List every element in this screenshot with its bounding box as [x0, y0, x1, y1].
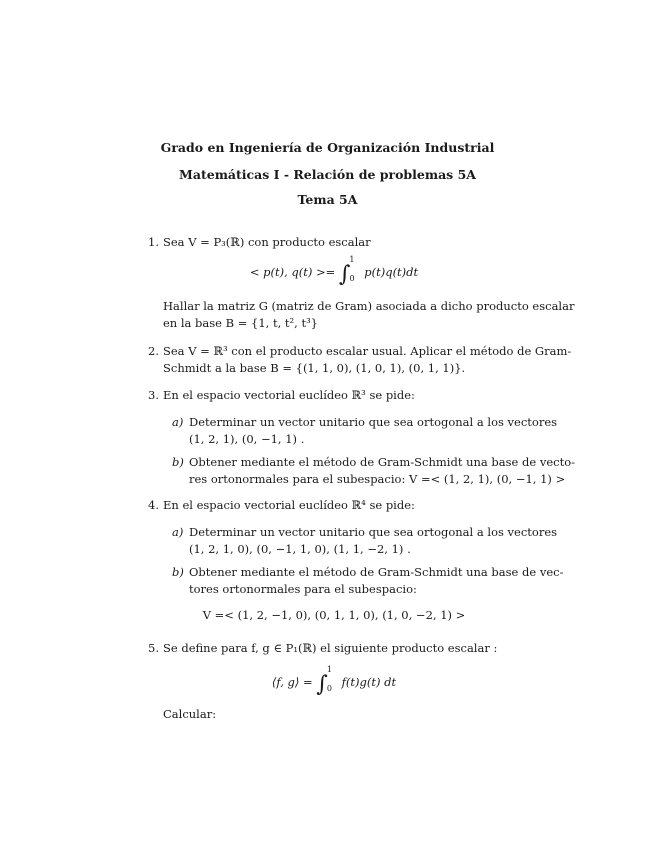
problem-5-intro: 5. Se define para f, g ∈ P₁(ℝ) el siguiente producto escalar : [148, 641, 498, 655]
problem-5-calcular: Calcular: [163, 707, 217, 721]
problem-4-number: 4. [148, 498, 159, 512]
problem-1-intro: 1. Sea V = P₃(ℝ) con producto escalar [148, 235, 371, 249]
integral-sign: ∫ [316, 672, 328, 697]
problem-4-subspace-formula: V =< (1, 2, −1, 0), (0, 1, 1, 0), (1, 0, −2, 1) > [202, 608, 466, 622]
problem-2-number: 2. [148, 344, 159, 358]
header-topic: Tema 5A [297, 192, 358, 207]
problem-2: 2. Sea V = ℝ³ con el producto escalar usual. Aplicar el método de Gram- Schmidt a la base B = {(1, 1, 0), (1, 0, 1), (0, 1, 1)}. [148, 344, 572, 375]
header-degree: Grado en Ingeniería de Organización Industrial [160, 140, 495, 155]
problem-1-text: Hallar la matriz G (matriz de Gram) asociada a dicho producto escalar en la base B = {1, t, t², t³} [163, 299, 575, 330]
problem-3-intro: 3. En el espacio vectorial euclídeo ℝ³ se pide: [148, 388, 415, 402]
problem-1-formula: < p(t), q(t) >= ∫$^1_0$ p(t)q(t)dt [249, 255, 419, 287]
problem-3-number: 3. [148, 388, 159, 402]
problem-4-intro: 4. En el espacio vectorial euclídeo ℝ⁴ se pide: [148, 498, 415, 512]
problem-1-number: 1. [148, 235, 159, 249]
problem-4b: b) Obtener mediante el método de Gram-Schmidt una base de vec- tores ortonormales para el subespacio: [172, 565, 564, 596]
header-course: Matemáticas I - Relación de problemas 5A [179, 167, 476, 182]
problem-3b: b) Obtener mediante el método de Gram-Schmidt una base de vecto- res ortonormales para el subespacio: V =< (1, 2, 1), (0, −1, 1) > [172, 455, 576, 486]
problem-3a: a) Determinar un vector unitario que sea ortogonal a los vectores (1, 2, 1), (0, −1, 1) . [172, 415, 558, 446]
problem-5-number: 5. [148, 641, 159, 655]
integral-sign: ∫ [338, 262, 351, 287]
problem-4a: a) Determinar un vector unitario que sea ortogonal a los vectores (1, 2, 1, 0), (0, −1, 1, 0), (1, 1, −2, 1) . [172, 525, 558, 556]
problem-5-formula: ⟨f, g⟩ = ∫$^1_0$ f(t)g(t) dt [271, 665, 397, 697]
